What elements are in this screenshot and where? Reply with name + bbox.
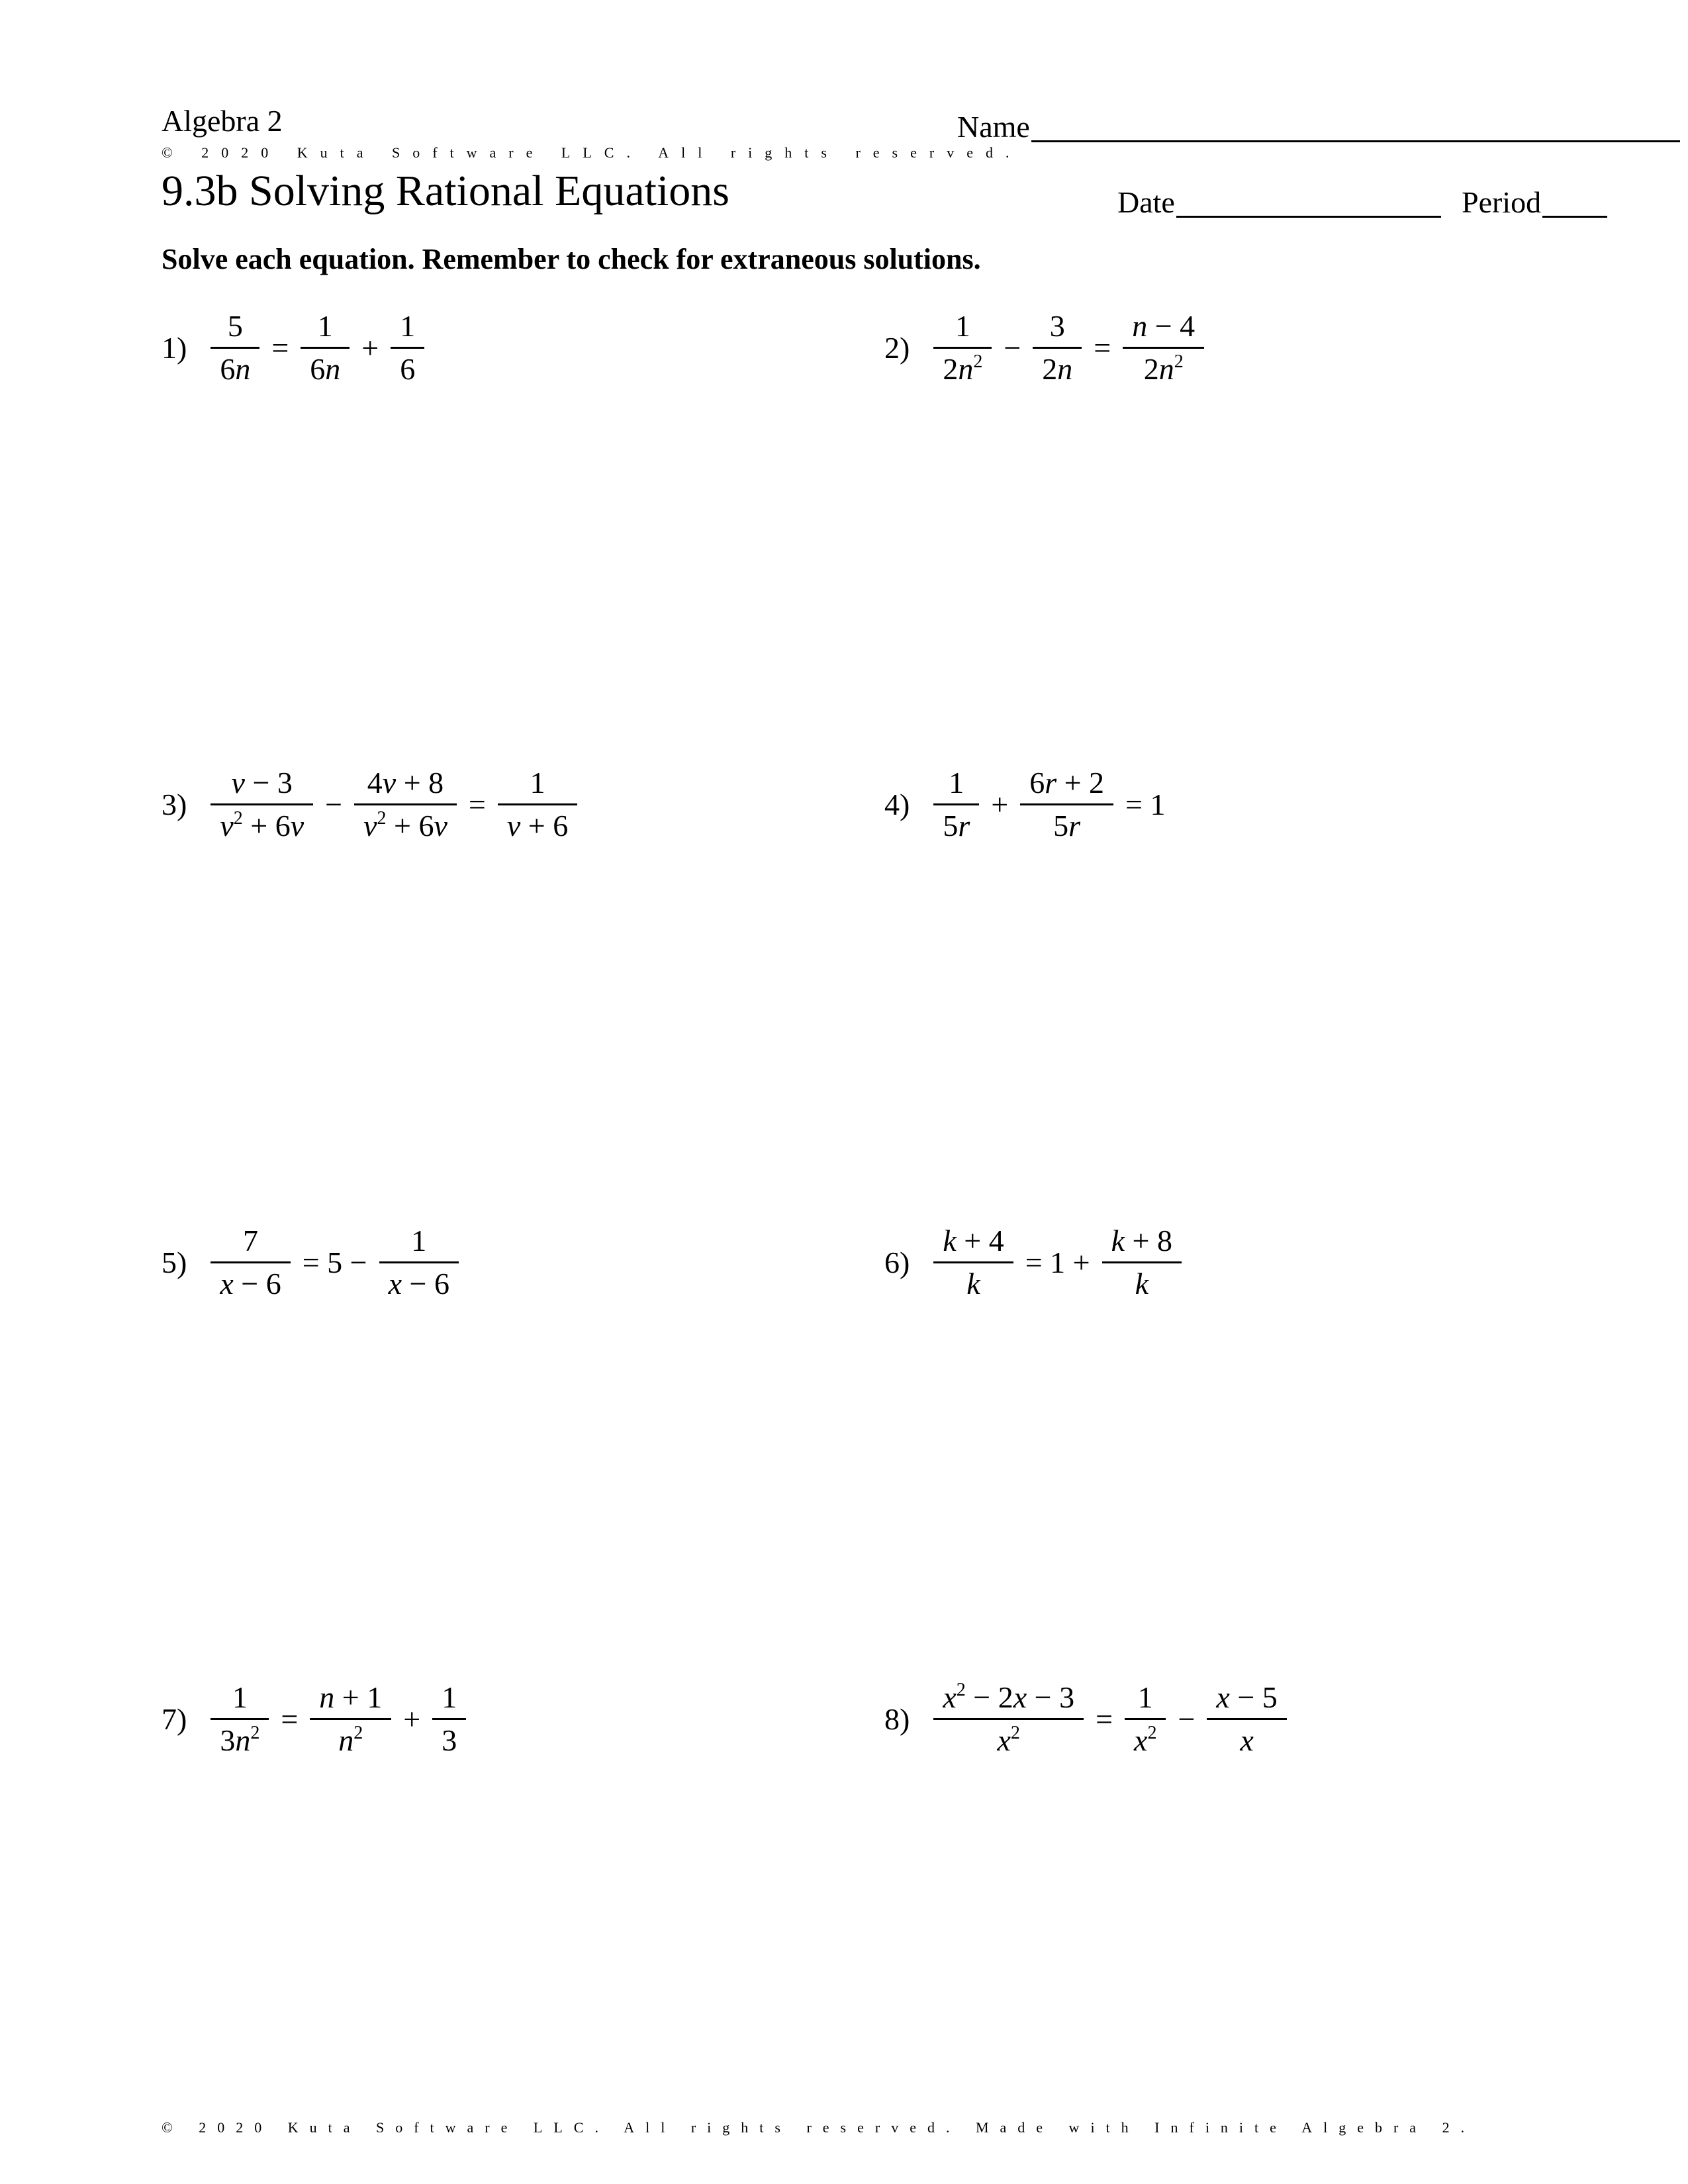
period-field[interactable] [1462,181,1607,218]
fraction: $\frac{1}{3n^2}$ [211,1682,269,1756]
fraction: $\frac{x - 5}{x}$ [1207,1682,1286,1756]
fraction: $\frac{1}{x^2}$ [1125,1682,1166,1756]
problem-number: 3) [162,787,187,821]
fraction: $\frac{6r + 2}{5r}$ [1020,768,1113,841]
date-blank-line[interactable] [1176,181,1441,218]
date-label: Date [1117,185,1175,219]
problem-number: 8) [884,1702,910,1736]
fraction: $\frac{n + 1}{n^2}$ [310,1682,391,1756]
fraction: $\frac{k + 4}{k}$ [933,1226,1013,1299]
name-blank-line[interactable] [1031,106,1680,142]
problem-number: 5) [162,1245,187,1279]
fraction: $\frac{7}{x - 6}$ [211,1226,290,1299]
problem-number: 7) [162,1702,187,1736]
fraction: $\frac{v - 3}{v^2 + 6v}$ [211,768,313,841]
fraction: $\frac{1}{v + 6}$ [498,768,577,841]
problem-8: 8) $\frac{x^2 - 2x - 3}{x^2}$ = $\frac{1}{x^2}$ − $\frac{x - 5}{x}$ [884,1682,1292,1756]
copyright-footer: © 2020 Kuta Software LLC. All rights reserved. Made with Infinite Algebra 2. [162,2119,1476,2136]
copyright-header: © 2020 Kuta Software LLC. All rights reserved. [162,144,1022,161]
problem-number: 1) [162,330,187,365]
instructions: Solve each equation. Remember to check for extraneous solutions. [162,243,981,275]
problem-number: 6) [884,1245,910,1279]
worksheet-title: 9.3b Solving Rational Equations [162,167,729,215]
period-blank-line[interactable] [1542,181,1607,218]
fraction: $\frac{1}{6n}$ [301,311,350,385]
fraction: $\frac{n - 4}{2n^2}$ [1123,311,1204,385]
fraction: $\frac{1}{3}$ [432,1682,466,1756]
fraction: $\frac{1}{6}$ [391,311,424,385]
course-title: Algebra 2 [162,104,283,138]
problem-7: 7) $\frac{1}{3n^2}$ = $\frac{n + 1}{n^2}$ + $\frac{1}{3}$ [162,1682,471,1756]
fraction: $\frac{1}{x - 6}$ [379,1226,459,1299]
date-field[interactable] [1117,181,1441,218]
problem-number: 4) [884,787,910,821]
fraction: $\frac{k + 8}{k}$ [1102,1226,1182,1299]
fraction: $\frac{3}{2n}$ [1033,311,1082,385]
problem-3: 3) $\frac{v - 3}{v^2 + 6v}$ − $\frac{4v + 8}{v^2 + 6v}$ = $\frac{1}{v + 6}$ [162,768,583,841]
problem-1: 1) $\frac{5}{6n}$ = $\frac{1}{6n}$ + $\frac{1}{6}$ [162,311,430,385]
period-label: Period [1462,185,1542,219]
problem-6: 6) $\frac{k + 4}{k}$ = 1 + $\frac{k + 8}{k}$ [884,1226,1187,1299]
problem-4: 4) $\frac{1}{5r}$ + $\frac{6r + 2}{5r}$ = 1 [884,766,1166,842]
name-field[interactable] [957,106,1680,142]
fraction: $\frac{1}{2n^2}$ [933,311,992,385]
fraction: $\frac{1}{5r}$ [933,768,979,841]
problem-2: 2) $\frac{1}{2n^2}$ − $\frac{3}{2n}$ = $\frac{n - 4}{2n^2}$ [884,311,1209,385]
problem-5: 5) $\frac{7}{x - 6}$ = 5 − $\frac{1}{x - 6}$ [162,1226,464,1299]
name-label: Name [957,110,1030,144]
problem-number: 2) [884,330,910,365]
fraction: $\frac{x^2 - 2x - 3}{x^2}$ [933,1682,1084,1756]
fraction: $\frac{5}{6n}$ [211,311,259,385]
fraction: $\frac{4v + 8}{v^2 + 6v}$ [354,768,457,841]
